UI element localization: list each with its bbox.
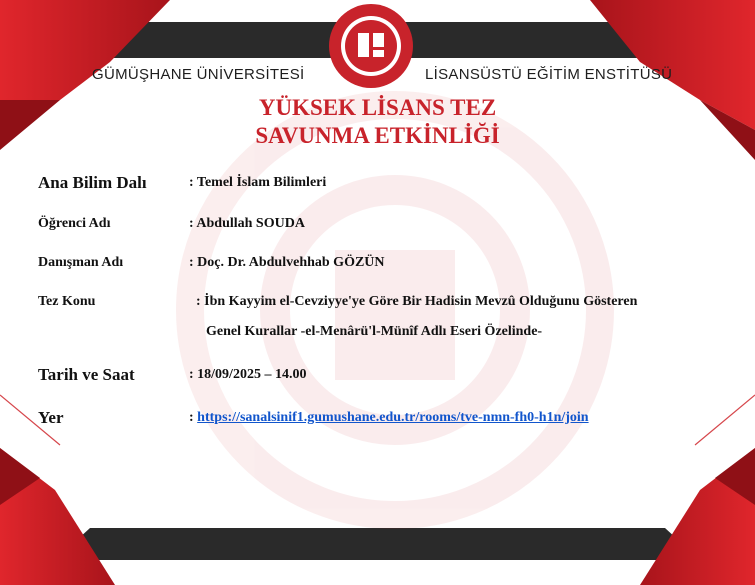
value-ogrenci: : Abdullah SOUDA xyxy=(189,216,305,231)
value-tarih: : 18/09/2025 – 14.00 xyxy=(189,367,307,382)
institute-emblem xyxy=(328,3,414,89)
label-ogrenci: Öğrenci Adı xyxy=(38,216,111,231)
watermark-seal xyxy=(190,105,600,515)
value-tez-konu-line-2: Genel Kurallar -el-Menârü'l-Münîf Adlı Eseri Özelinde- xyxy=(206,324,543,339)
yer-colon: : xyxy=(189,410,198,425)
label-tez-konu: Tez Konu xyxy=(38,294,96,309)
label-danisman: Danışman Adı xyxy=(38,255,124,270)
label-yer: Yer xyxy=(38,408,64,427)
value-tez-konu-line-1: : İbn Kayyim el-Cevziyye'ye Göre Bir Hadisin Mevzû Olduğunu Gösteren xyxy=(196,294,638,309)
title-line-2: SAVUNMA ETKİNLİĞİ xyxy=(255,123,500,148)
meeting-link[interactable]: https://sanalsinif1.gumushane.edu.tr/rooms/tve-nmn-fh0-h1n/join xyxy=(197,410,589,425)
poster-title xyxy=(0,94,755,150)
title-line-1: YÜKSEK LİSANS TEZ xyxy=(258,95,497,120)
value-yer xyxy=(189,410,589,426)
value-danisman: : Doç. Dr. Abdulvehhab GÖZÜN xyxy=(189,255,385,270)
university-name: GÜMÜŞHANE ÜNİVERSİTESİ xyxy=(92,66,305,83)
label-tarih: Tarih ve Saat xyxy=(38,365,135,384)
institute-name: LİSANSÜSTÜ EĞİTİM ENSTİTÜSÜ xyxy=(425,66,673,83)
value-ana-bilim-dali: : Temel İslam Bilimleri xyxy=(189,175,327,190)
label-ana-bilim-dali: Ana Bilim Dalı xyxy=(38,173,147,192)
